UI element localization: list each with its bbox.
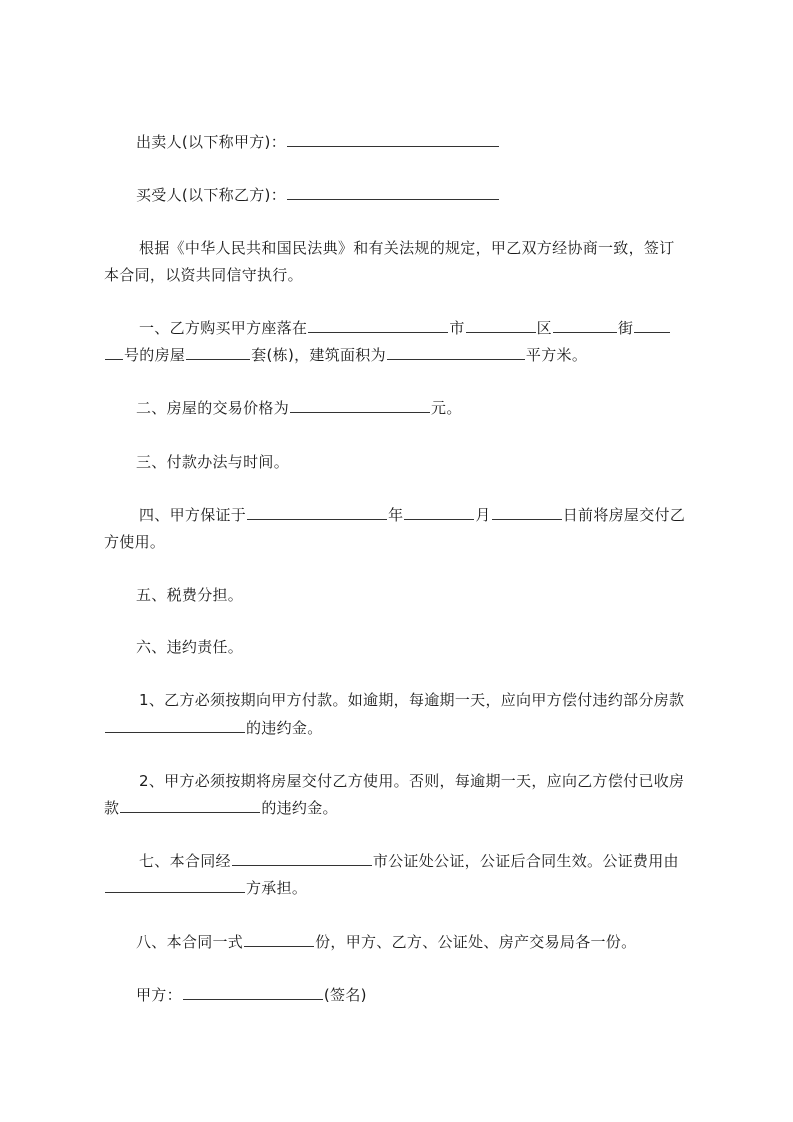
preamble-text-1: 根据《中华人民共和国民法典》和有关法规的规定，甲乙双方经协商一致，签订 xyxy=(139,239,675,257)
clause-6-line xyxy=(104,637,736,657)
clause-1-text-a: 一、乙方购买甲方座落在 xyxy=(139,319,308,337)
delivery-month-blank[interactable] xyxy=(404,505,474,520)
clause-3-text: 三、付款办法与时间。 xyxy=(136,453,290,471)
seller-line xyxy=(104,132,736,152)
preamble-text-2: 本合同，以资共同信守执行。 xyxy=(104,266,303,284)
clause-7-text-c: 方承担。 xyxy=(246,879,308,897)
property-district-blank[interactable] xyxy=(466,318,536,333)
party-a-label: 甲方： xyxy=(136,986,182,1004)
delivery-year-blank[interactable] xyxy=(247,505,387,520)
buyer-label: 买受人(以下称乙方)： xyxy=(136,186,287,204)
clause-6-2-text-b: 款 xyxy=(104,799,120,817)
clause-1-text-c: 区 xyxy=(536,319,552,337)
clause-1-text-g: 平方米。 xyxy=(525,346,588,364)
clause-6-text: 六、违约责任。 xyxy=(136,638,244,656)
clause-6-1-text-a: 1、乙方必须按期向甲方付款。如逾期，每逾期一天，应向甲方偿付违约部分房款 xyxy=(139,691,685,709)
clause-4-text-e: 方使用。 xyxy=(104,533,166,551)
signature-note: (签名) xyxy=(323,986,367,1004)
clause-5-line xyxy=(104,585,736,605)
price-blank[interactable] xyxy=(290,398,430,413)
clause-1-line-1 xyxy=(104,318,739,338)
notary-fee-party-blank[interactable] xyxy=(105,878,245,893)
clause-6-1-line-2 xyxy=(104,718,704,738)
clause-4-text-c: 月 xyxy=(475,506,491,524)
clause-1-text-d: 街 xyxy=(617,319,634,337)
clause-2-line xyxy=(104,398,736,418)
clause-4-line-1 xyxy=(104,505,739,525)
clause-6-1-text-b: 的违约金。 xyxy=(246,719,323,737)
delivery-day-blank[interactable] xyxy=(492,505,562,520)
clause-1-line-2 xyxy=(104,345,704,365)
clause-7-text-b: 市公证处公证，公证后合同生效。公证费用由 xyxy=(372,852,679,870)
seller-name-blank[interactable] xyxy=(287,132,499,147)
property-street-blank[interactable] xyxy=(553,318,617,333)
clause-1-text-e: 号的房屋 xyxy=(124,346,186,364)
buyer-penalty-blank[interactable] xyxy=(105,718,245,733)
clause-6-2-text-c: 的违约金。 xyxy=(261,799,338,817)
building-area-blank[interactable] xyxy=(387,345,525,360)
clause-2-text-a: 二、房屋的交易价格为 xyxy=(136,399,290,417)
property-city-blank[interactable] xyxy=(308,318,448,333)
clause-8-text-a: 八、本合同一式 xyxy=(136,933,244,951)
property-number-blank-part1[interactable] xyxy=(634,318,670,333)
clause-4-text-a: 四、甲方保证于 xyxy=(139,506,247,524)
property-number-blank-part2[interactable] xyxy=(105,345,123,360)
seller-penalty-blank[interactable] xyxy=(120,798,260,813)
clause-7-text-a: 七、本合同经 xyxy=(139,852,231,870)
signature-line xyxy=(104,985,736,1005)
clause-8-line xyxy=(104,932,736,952)
clause-1-text-f: 套(栋)，建筑面积为 xyxy=(251,346,386,364)
party-a-signature-blank[interactable] xyxy=(183,985,323,1000)
clause-4-line-2 xyxy=(104,532,704,552)
clause-5-text: 五、税费分担。 xyxy=(136,586,244,604)
clause-8-text-b: 份，甲方、乙方、公证处、房产交易局各一份。 xyxy=(315,933,637,951)
notary-city-blank[interactable] xyxy=(232,851,372,866)
clause-3-line xyxy=(104,452,736,472)
clause-7-line-2 xyxy=(104,878,704,898)
clause-4-text-d: 日前将房屋交付乙 xyxy=(562,506,686,524)
preamble-line-2 xyxy=(104,265,704,285)
preamble-line-1 xyxy=(104,238,739,258)
clause-6-1-line-1 xyxy=(104,690,739,710)
buyer-name-blank[interactable] xyxy=(287,185,499,200)
clause-6-2-line-1 xyxy=(104,771,739,791)
clause-6-2-text-a: 2、甲方必须按期将房屋交付乙方使用。否则，每逾期一天，应向乙方偿付已收房 xyxy=(139,772,685,790)
clause-6-2-line-2 xyxy=(104,798,704,818)
seller-label: 出卖人(以下称甲方)： xyxy=(136,133,287,151)
buyer-line xyxy=(104,185,736,205)
clause-2-text-b: 元。 xyxy=(431,399,462,417)
clause-7-line-1 xyxy=(104,851,739,871)
clause-1-text-b: 市 xyxy=(449,319,465,337)
property-units-blank[interactable] xyxy=(186,345,250,360)
clause-4-text-b: 年 xyxy=(388,506,404,524)
copies-count-blank[interactable] xyxy=(244,932,314,947)
